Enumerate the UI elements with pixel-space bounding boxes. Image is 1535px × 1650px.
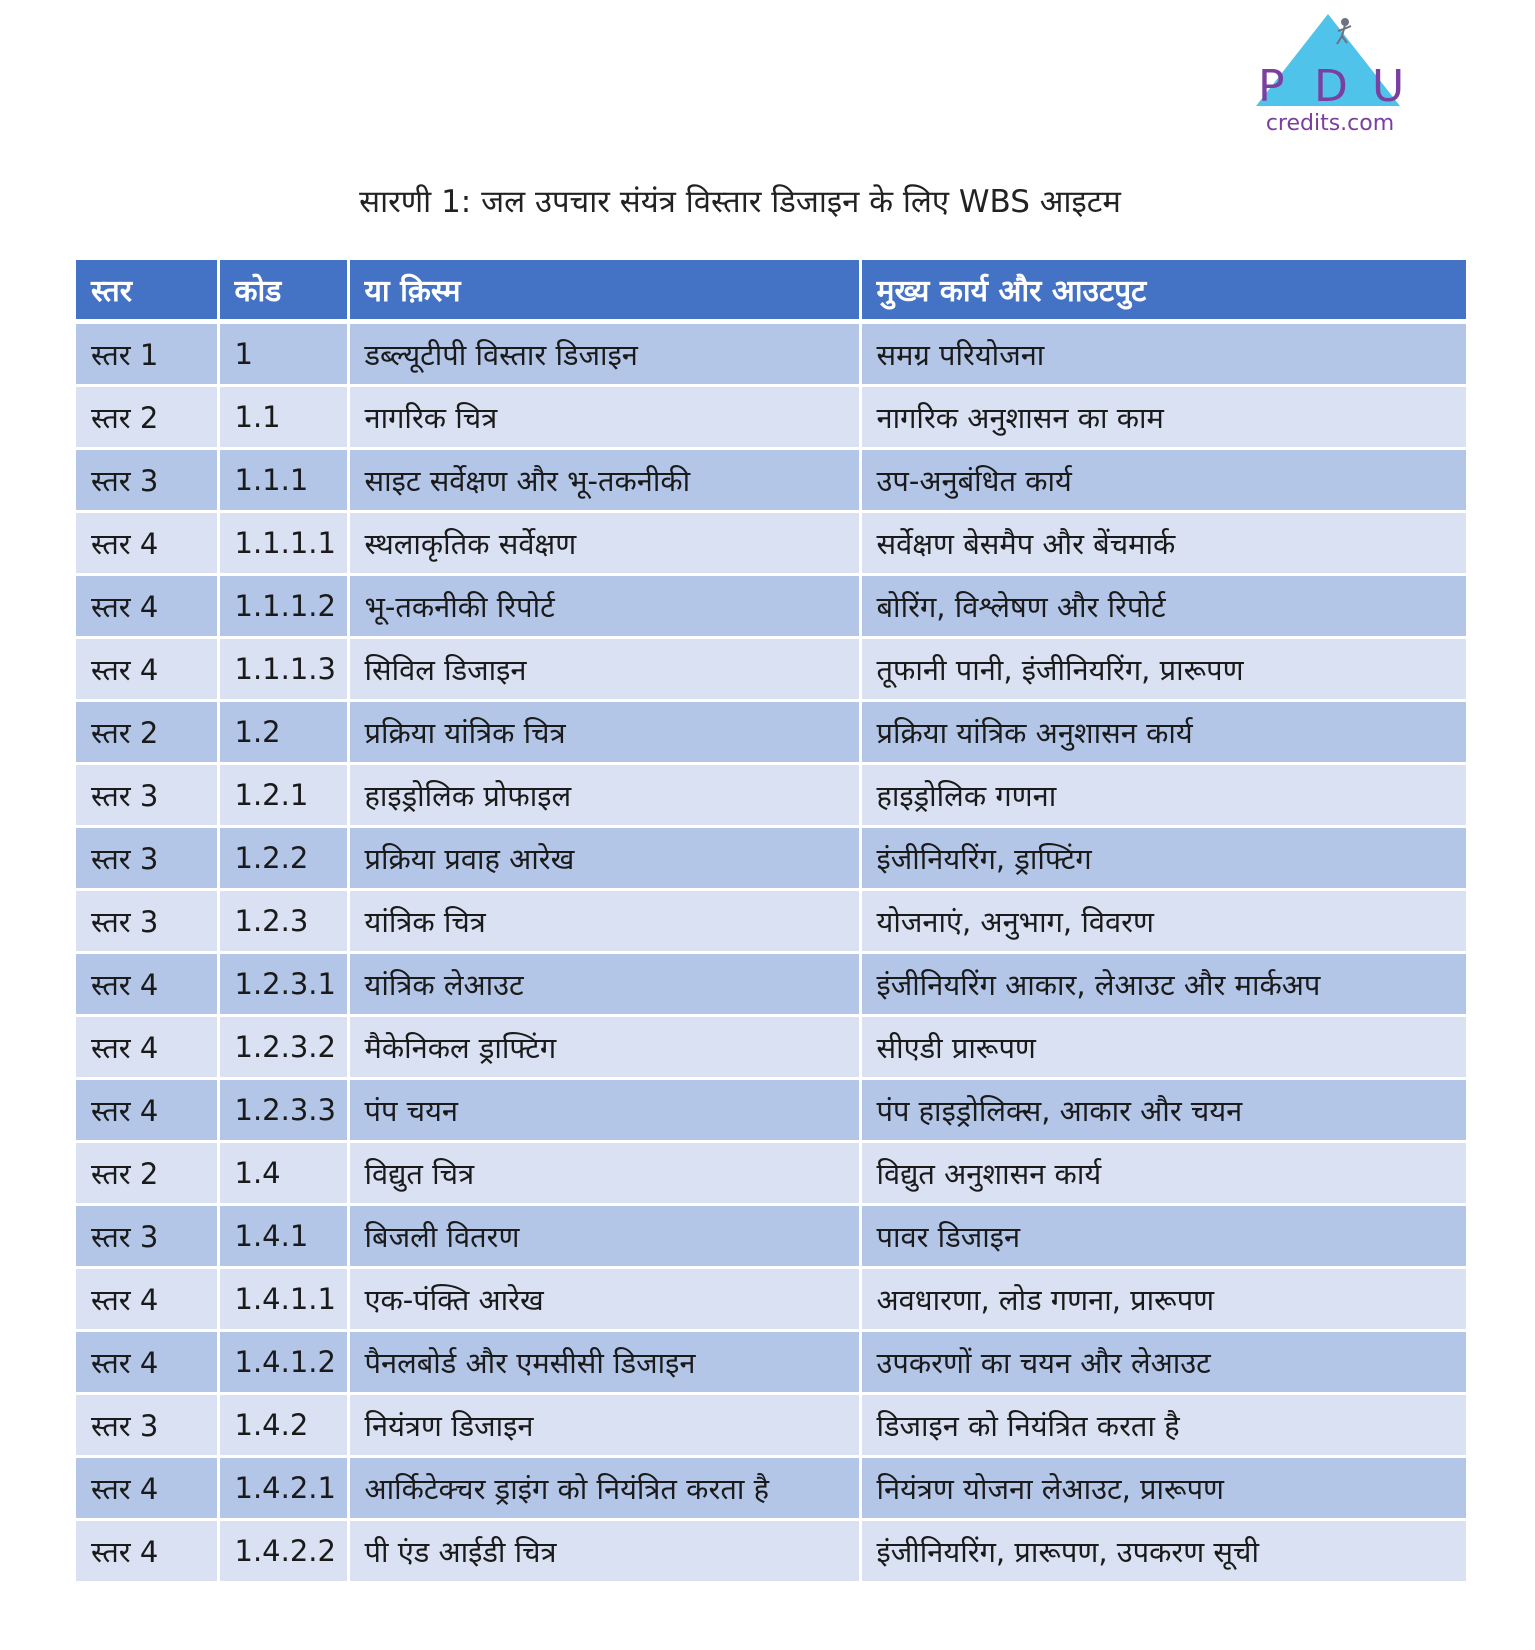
header-main-task-output: मुख्य कार्य और आउटपुट — [860, 260, 1466, 322]
cell-item: डब्ल्यूटीपी विस्तार डिजाइन — [348, 322, 860, 386]
climber-icon — [1337, 19, 1351, 44]
pdu-credits-logo — [1250, 10, 1410, 140]
cell-level: स्तर 2 — [76, 386, 218, 449]
header-item: या क़िस्म — [348, 260, 860, 322]
cell-item: विद्युत चित्र — [348, 1142, 860, 1205]
table-row — [76, 638, 1466, 701]
cell-item: पैनलबोर्ड और एमसीसी डिजाइन — [348, 1331, 860, 1394]
table-row — [76, 1457, 1466, 1520]
cell-main-task-output: नागरिक अनुशासन का काम — [860, 386, 1466, 449]
table-body — [76, 322, 1466, 1583]
cell-item: स्थलाकृतिक सर्वेक्षण — [348, 512, 860, 575]
cell-level: स्तर 3 — [76, 449, 218, 512]
cell-item: भू-तकनीकी रिपोर्ट — [348, 575, 860, 638]
cell-item: सिविल डिजाइन — [348, 638, 860, 701]
cell-code: 1 — [218, 322, 348, 386]
cell-level: स्तर 4 — [76, 1520, 218, 1583]
cell-main-task-output: सर्वेक्षण बेसमैप और बेंचमार्क — [860, 512, 1466, 575]
header-level: स्तर — [76, 260, 218, 322]
table-row — [76, 701, 1466, 764]
cell-level: स्तर 4 — [76, 638, 218, 701]
cell-main-task-output: बोरिंग, विश्लेषण और रिपोर्ट — [860, 575, 1466, 638]
table-row — [76, 512, 1466, 575]
table-row — [76, 322, 1466, 386]
table-row — [76, 1016, 1466, 1079]
cell-main-task-output: इंजीनियरिंग आकार, लेआउट और मार्कअप — [860, 953, 1466, 1016]
cell-item: नागरिक चित्र — [348, 386, 860, 449]
cell-main-task-output: अवधारणा, लोड गणना, प्रारूपण — [860, 1268, 1466, 1331]
table-row — [76, 1142, 1466, 1205]
header-code: कोड — [218, 260, 348, 322]
cell-main-task-output: इंजीनियरिंग, प्रारूपण, उपकरण सूची — [860, 1520, 1466, 1583]
cell-item: बिजली वितरण — [348, 1205, 860, 1268]
cell-level: स्तर 1 — [76, 322, 218, 386]
cell-level: स्तर 4 — [76, 1016, 218, 1079]
cell-item: यांत्रिक चित्र — [348, 890, 860, 953]
cell-main-task-output: तूफानी पानी, इंजीनियरिंग, प्रारूपण — [860, 638, 1466, 701]
cell-code: 1.2.3.3 — [218, 1079, 348, 1142]
table-row — [76, 953, 1466, 1016]
cell-level: स्तर 4 — [76, 1079, 218, 1142]
cell-code: 1.2.1 — [218, 764, 348, 827]
cell-item: पंप चयन — [348, 1079, 860, 1142]
cell-level: स्तर 4 — [76, 512, 218, 575]
cell-item: यांत्रिक लेआउट — [348, 953, 860, 1016]
cell-main-task-output: हाइड्रोलिक गणना — [860, 764, 1466, 827]
cell-level: स्तर 3 — [76, 890, 218, 953]
logo-letter-p: P — [1258, 61, 1285, 112]
logo-subtitle: credits.com — [1265, 111, 1395, 136]
cell-main-task-output: नियंत्रण योजना लेआउट, प्रारूपण — [860, 1457, 1466, 1520]
cell-main-task-output: सीएडी प्रारूपण — [860, 1016, 1466, 1079]
cell-main-task-output: समग्र परियोजना — [860, 322, 1466, 386]
cell-main-task-output: प्रक्रिया यांत्रिक अनुशासन कार्य — [860, 701, 1466, 764]
cell-main-task-output: उपकरणों का चयन और लेआउट — [860, 1331, 1466, 1394]
table-row — [76, 764, 1466, 827]
cell-code: 1.2 — [218, 701, 348, 764]
cell-level: स्तर 2 — [76, 1142, 218, 1205]
table-row — [76, 827, 1466, 890]
cell-level: स्तर 3 — [76, 1205, 218, 1268]
cell-item: मैकेनिकल ड्राफ्टिंग — [348, 1016, 860, 1079]
logo-letter-d: D — [1314, 61, 1348, 112]
table-row — [76, 449, 1466, 512]
table-row — [76, 1331, 1466, 1394]
logo-letters — [1250, 62, 1410, 112]
cell-item: नियंत्रण डिजाइन — [348, 1394, 860, 1457]
cell-main-task-output: उप-अनुबंधित कार्य — [860, 449, 1466, 512]
table-row — [76, 1205, 1466, 1268]
table-row — [76, 386, 1466, 449]
cell-level: स्तर 2 — [76, 701, 218, 764]
cell-main-task-output: पावर डिजाइन — [860, 1205, 1466, 1268]
cell-code: 1.2.3 — [218, 890, 348, 953]
table-row — [76, 1520, 1466, 1583]
cell-main-task-output: विद्युत अनुशासन कार्य — [860, 1142, 1466, 1205]
cell-code: 1.1.1.2 — [218, 575, 348, 638]
cell-code: 1.4.1 — [218, 1205, 348, 1268]
cell-code: 1.2.3.2 — [218, 1016, 348, 1079]
cell-item: हाइड्रोलिक प्रोफाइल — [348, 764, 860, 827]
cell-item: साइट सर्वेक्षण और भू-तकनीकी — [348, 449, 860, 512]
cell-level: स्तर 4 — [76, 1268, 218, 1331]
cell-code: 1.2.3.1 — [218, 953, 348, 1016]
cell-item: प्रक्रिया प्रवाह आरेख — [348, 827, 860, 890]
cell-item: आर्किटेक्चर ड्राइंग को नियंत्रित करता है — [348, 1457, 860, 1520]
cell-code: 1.1.1.1 — [218, 512, 348, 575]
cell-code: 1.4.2.2 — [218, 1520, 348, 1583]
cell-code: 1.1.1 — [218, 449, 348, 512]
cell-code: 1.2.2 — [218, 827, 348, 890]
cell-level: स्तर 4 — [76, 953, 218, 1016]
wbs-table — [76, 260, 1466, 1584]
cell-main-task-output: इंजीनियरिंग, ड्राफ्टिंग — [860, 827, 1466, 890]
table-row — [76, 1079, 1466, 1142]
cell-level: स्तर 3 — [76, 827, 218, 890]
table-row — [76, 890, 1466, 953]
cell-code: 1.1.1.3 — [218, 638, 348, 701]
cell-item: प्रक्रिया यांत्रिक चित्र — [348, 701, 860, 764]
cell-level: स्तर 3 — [76, 1394, 218, 1457]
cell-main-task-output: पंप हाइड्रोलिक्स, आकार और चयन — [860, 1079, 1466, 1142]
table-row — [76, 1268, 1466, 1331]
table-header-row — [76, 260, 1466, 322]
table-row — [76, 1394, 1466, 1457]
cell-main-task-output: डिजाइन को नियंत्रित करता है — [860, 1394, 1466, 1457]
cell-level: स्तर 4 — [76, 575, 218, 638]
cell-level: स्तर 4 — [76, 1331, 218, 1394]
cell-item: पी एंड आईडी चित्र — [348, 1520, 860, 1583]
logo-letter-u: U — [1372, 61, 1405, 112]
cell-level: स्तर 3 — [76, 764, 218, 827]
cell-code: 1.4.1.1 — [218, 1268, 348, 1331]
cell-code: 1.4.2.1 — [218, 1457, 348, 1520]
cell-main-task-output: योजनाएं, अनुभाग, विवरण — [860, 890, 1466, 953]
table-row — [76, 575, 1466, 638]
cell-item: एक-पंक्ति आरेख — [348, 1268, 860, 1331]
cell-code: 1.1 — [218, 386, 348, 449]
cell-level: स्तर 4 — [76, 1457, 218, 1520]
cell-code: 1.4.2 — [218, 1394, 348, 1457]
cell-code: 1.4 — [218, 1142, 348, 1205]
table-caption: सारणी 1: जल उपचार संयंत्र विस्तार डिजाइन के लिए WBS आइटम — [359, 184, 1121, 220]
cell-code: 1.4.1.2 — [218, 1331, 348, 1394]
